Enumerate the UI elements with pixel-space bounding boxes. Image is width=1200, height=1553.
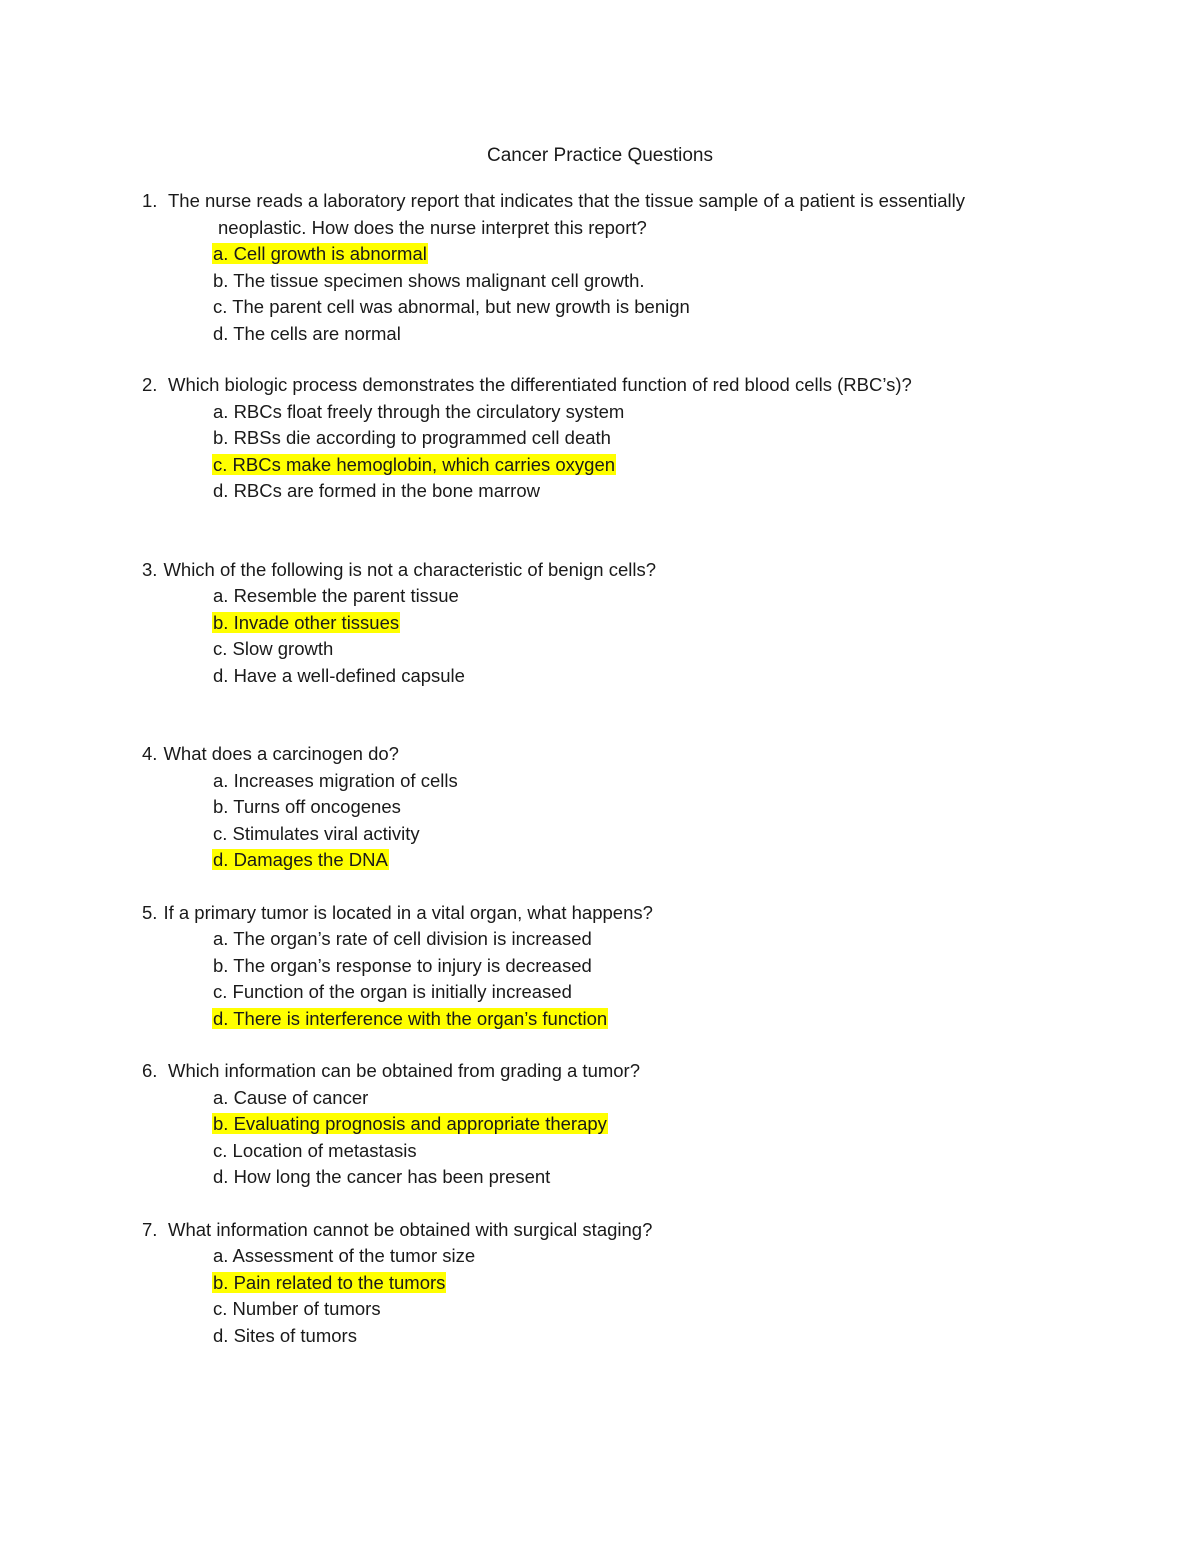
- answer-option-c: [142, 1138, 1072, 1165]
- answer-option-d: [142, 1006, 1072, 1033]
- answer-label: a. Cause of cancer: [213, 1086, 369, 1108]
- answer-option-b: [142, 794, 1072, 821]
- question-3: [142, 557, 1072, 690]
- answer-option-b: [142, 953, 1072, 980]
- answer-label: a. Increases migration of cells: [213, 769, 458, 791]
- answer-label: d. RBCs are formed in the bone marrow: [213, 480, 540, 501]
- question-stem: [142, 557, 1072, 584]
- answer-option-b: [142, 268, 1072, 295]
- question-number: 6.: [142, 1060, 158, 1081]
- answer-label: d. There is interference with the organ’s function: [213, 1007, 608, 1029]
- question-text: If a primary tumor is located in a vital organ, what happens?: [163, 901, 653, 923]
- answer-label: b. RBSs die according to programmed cell death: [213, 427, 611, 448]
- question-stem: [142, 900, 1072, 927]
- answer-option-c: [142, 979, 1072, 1006]
- question-text: What information cannot be obtained with surgical staging?: [168, 1218, 653, 1240]
- question-stem: [142, 1217, 1072, 1244]
- answer-option-a: [142, 399, 1072, 426]
- answer-option-d: [142, 478, 1072, 505]
- answer-label: b. The tissue specimen shows malignant cell growth.: [213, 269, 645, 291]
- answer-label: c. Slow growth: [213, 638, 334, 659]
- answer-option-d: [142, 663, 1072, 690]
- question-1: [142, 188, 1072, 347]
- question-7: [142, 1217, 1072, 1350]
- answer-label: b. The organ’s response to injury is decreased: [213, 954, 592, 976]
- answer-label: b. Evaluating prognosis and appropriate therapy: [213, 1113, 607, 1134]
- question-6: [142, 1058, 1072, 1191]
- answer-label: d. Have a well-defined capsule: [213, 664, 465, 686]
- question-number: 2.: [142, 374, 158, 395]
- answer-options: [142, 768, 1072, 874]
- answer-option-b: [142, 610, 1072, 637]
- answer-options: [142, 1085, 1072, 1191]
- question-5: [142, 900, 1072, 1033]
- answer-option-b: [142, 425, 1072, 452]
- question-text: Which of the following is not a characteristic of benign cells?: [163, 558, 656, 580]
- question-2: [142, 372, 1072, 505]
- answer-option-b: [142, 1111, 1072, 1138]
- answer-label: c. RBCs make hemoglobin, which carries oxygen: [213, 453, 616, 475]
- answer-label: c. Number of tumors: [213, 1298, 381, 1319]
- answer-label: c. Function of the organ is initially increased: [213, 981, 572, 1002]
- answer-label: a. Assessment of the tumor size: [213, 1245, 476, 1266]
- question-text: What does a carcinogen do?: [163, 743, 399, 764]
- question-stem: [142, 188, 1072, 215]
- question-number: 4.: [142, 743, 158, 764]
- answer-option-a: [142, 583, 1072, 610]
- question-text: Which biologic process demonstrates the differentiated function of red blood cells (RBC’s)?: [168, 374, 912, 395]
- answer-label: d. Damages the DNA: [213, 849, 388, 870]
- answer-options: [142, 399, 1072, 505]
- answer-option-c: [142, 821, 1072, 848]
- answer-option-d: [142, 1323, 1072, 1350]
- answer-label: b. Turns off oncogenes: [213, 796, 401, 817]
- answer-option-c: [142, 1296, 1072, 1323]
- question-text: Which information can be obtained from grading a tumor?: [168, 1060, 641, 1081]
- answer-option-a: [142, 768, 1072, 795]
- answer-label: a. RBCs float freely through the circulatory system: [213, 400, 625, 422]
- answer-options: [142, 926, 1072, 1032]
- question-stem: [142, 372, 1072, 399]
- answer-option-d: [142, 321, 1072, 348]
- question-number: 3.: [142, 558, 158, 580]
- question-text: The nurse reads a laboratory report that indicates that the tissue sample of a patient is essentially: [168, 190, 965, 211]
- question-text-continued: neoplastic. How does the nurse interpret this report?: [218, 216, 647, 238]
- answer-option-a: [142, 1243, 1072, 1270]
- answer-label: d. The cells are normal: [213, 322, 401, 344]
- answer-label: c. Stimulates viral activity: [213, 822, 420, 844]
- answer-label: b. Invade other tissues: [213, 611, 400, 633]
- answer-label: a. Cell growth is abnormal: [213, 243, 427, 264]
- answer-option-c: [142, 636, 1072, 663]
- answer-label: a. The organ’s rate of cell division is increased: [213, 928, 592, 949]
- page-title: Cancer Practice Questions: [487, 145, 713, 166]
- answer-label: c. The parent cell was abnormal, but new growth is benign: [213, 296, 690, 317]
- answer-option-b: [142, 1270, 1072, 1297]
- answer-option-a: [142, 241, 1072, 268]
- answer-label: b. Pain related to the tumors: [213, 1271, 446, 1293]
- question-number: 5.: [142, 901, 158, 923]
- answer-label: d. How long the cancer has been present: [213, 1166, 551, 1187]
- question-number: 7.: [142, 1218, 158, 1240]
- answer-option-a: [142, 1085, 1072, 1112]
- question-4: [142, 741, 1072, 874]
- question-list: [142, 188, 1072, 1349]
- answer-options: [142, 241, 1072, 347]
- answer-label: d. Sites of tumors: [213, 1324, 357, 1346]
- answer-options: [142, 1243, 1072, 1349]
- answer-option-c: [142, 452, 1072, 479]
- answer-option-d: [142, 1164, 1072, 1191]
- question-stem: [142, 741, 1072, 768]
- answer-label: c. Location of metastasis: [213, 1139, 417, 1161]
- answer-label: a. Resemble the parent tissue: [213, 585, 459, 606]
- question-number: 1.: [142, 190, 158, 211]
- question-stem: [142, 1058, 1072, 1085]
- answer-option-d: [142, 847, 1072, 874]
- answer-option-a: [142, 926, 1072, 953]
- answer-options: [142, 583, 1072, 689]
- answer-option-c: [142, 294, 1072, 321]
